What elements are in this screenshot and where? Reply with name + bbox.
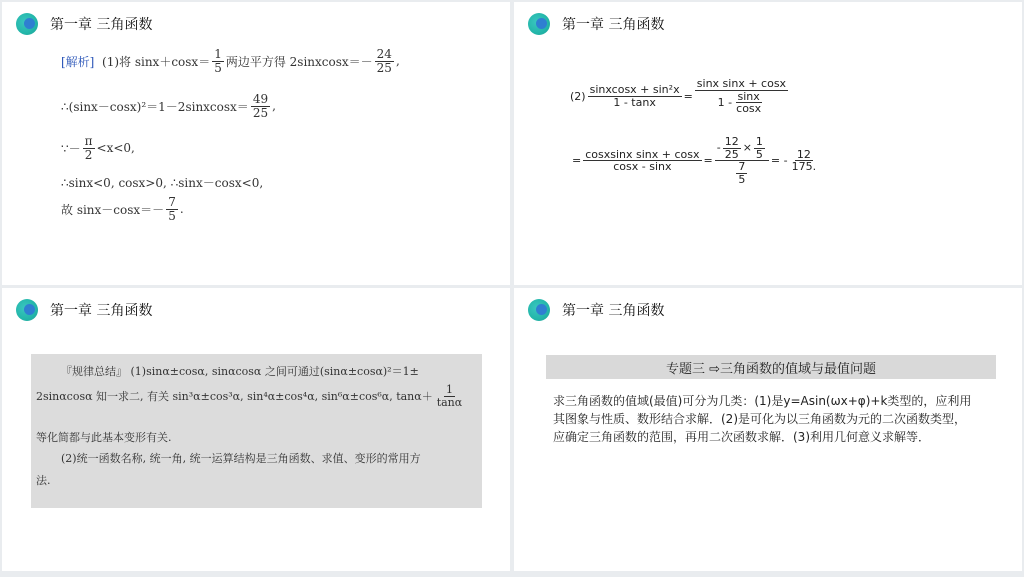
summary-line-2: 2sinαcosα 知一求二, 有关 sin³α±cos³α, sin⁴α±cos⁴α, sin⁶α±cos⁶α, tanα＋ $\frac{1}{\tan\alpha}$ [36,383,463,409]
chapter-logo-icon [528,299,550,321]
summary-box [31,354,482,508]
slide-header [528,299,664,321]
solution-line-5: 故 sinx－cosx＝－ $\frac{7}{5}$ . [61,195,184,223]
fraction: $\frac{24}{25}$ [376,47,392,75]
topic-banner: 专题三 ⇨三角函数的值域与最值问题 [546,355,996,379]
summary-line-4: (2)统一函数名称, 统一角, 统一运算结构是三角函数、求值、变形的常用方 [61,452,421,465]
chapter-logo-icon [16,13,38,35]
fraction: $\frac{49}{25}$ [252,92,269,120]
solution-line-1: [解析] (1)将 sinx＋cosx＝ $\frac{1}{5}$ 两边平方得 2sinxcosx＝－ $\frac{24}{25}$ , [61,47,400,75]
summary-line-1: 『规律总结』 (1)sinα±cosα, sinαcosα 之间可通过(sinα±cosα)²＝1± [61,365,419,378]
fraction: $\frac{12}{175.}$ [791,147,817,174]
solution-line-4: ∴sinx<0, cosx>0, ∴sinx－cosx<0, [61,176,264,190]
solution-line-3: ∵－ $\frac{\pi}{2}$ <x<0, [61,134,135,162]
formula-row-1: (2) $\frac{\text{sinxcosx + sin²x}}{1 - \tan x}$ = sinx sinx + cosx 1 - $\frac{\sin x}{\cos x}$ [570,77,787,116]
topic-paragraph: 求三角函数的值域(最值)可分为几类：(1)是y=Asin(ωx+φ)+k类型的，应利用其图象与性质、数形结合求解．(2)是可化为以三角函数为元的二次函数类型，应确定三角函数的范围，再用二次函数求解．(3)利用几何意义求解等． [553,394,972,444]
chapter-title: 第一章 三角函数 [562,303,665,319]
formula-row-2: = $\frac{\text{cosxsinx sinx + cosx}}{\cos x - \sin x}$ = - $\frac{12}{25}$ × $\frac{1}{5}$ $\frac{7}{5}$ = - $\frac{12}{175.}$ [572,135,817,186]
slide-header [528,13,664,35]
chapter-title: 第一章 三角函数 [50,303,153,319]
chapter-title: 第一章 三角函数 [50,17,153,33]
fraction: $\frac{1}{\tan\alpha}$ [436,383,463,409]
fraction: sinx sinx + cosx 1 - $\frac{\sin x}{\cos x}$ [696,77,787,116]
fraction: $\frac{\pi}{2}$ [84,134,93,162]
fraction: $\frac{\text{sinxcosx + sin²x}}{1 - \tan x}$ [589,83,680,109]
slide-4 [514,288,1022,571]
slide-header [16,299,152,321]
summary-line-3: 等化简都与此基本变形有关. [36,431,172,444]
fraction: $\frac{\text{cosxsinx sinx + cosx}}{\cos x - \sin x}$ [585,147,700,174]
chapter-logo-icon [16,299,38,321]
solution-line-2: ∴(sinx－cosx)²＝1－2sinxcosx＝ $\frac{49}{25}$ , [61,92,276,120]
fraction: $\frac{1}{5}$ [214,47,222,75]
summary-line-5: 法. [36,474,51,487]
slide-2 [514,2,1022,285]
slide-1 [2,2,510,285]
chapter-title: 第一章 三角函数 [562,17,665,33]
fraction: $\frac{7}{5}$ [168,195,176,223]
slide-3 [2,288,510,571]
slide-header [16,13,152,35]
fraction: - $\frac{12}{25}$ × $\frac{1}{5}$ $\frac{7}{5}$ [715,136,769,185]
chapter-logo-icon [528,13,550,35]
